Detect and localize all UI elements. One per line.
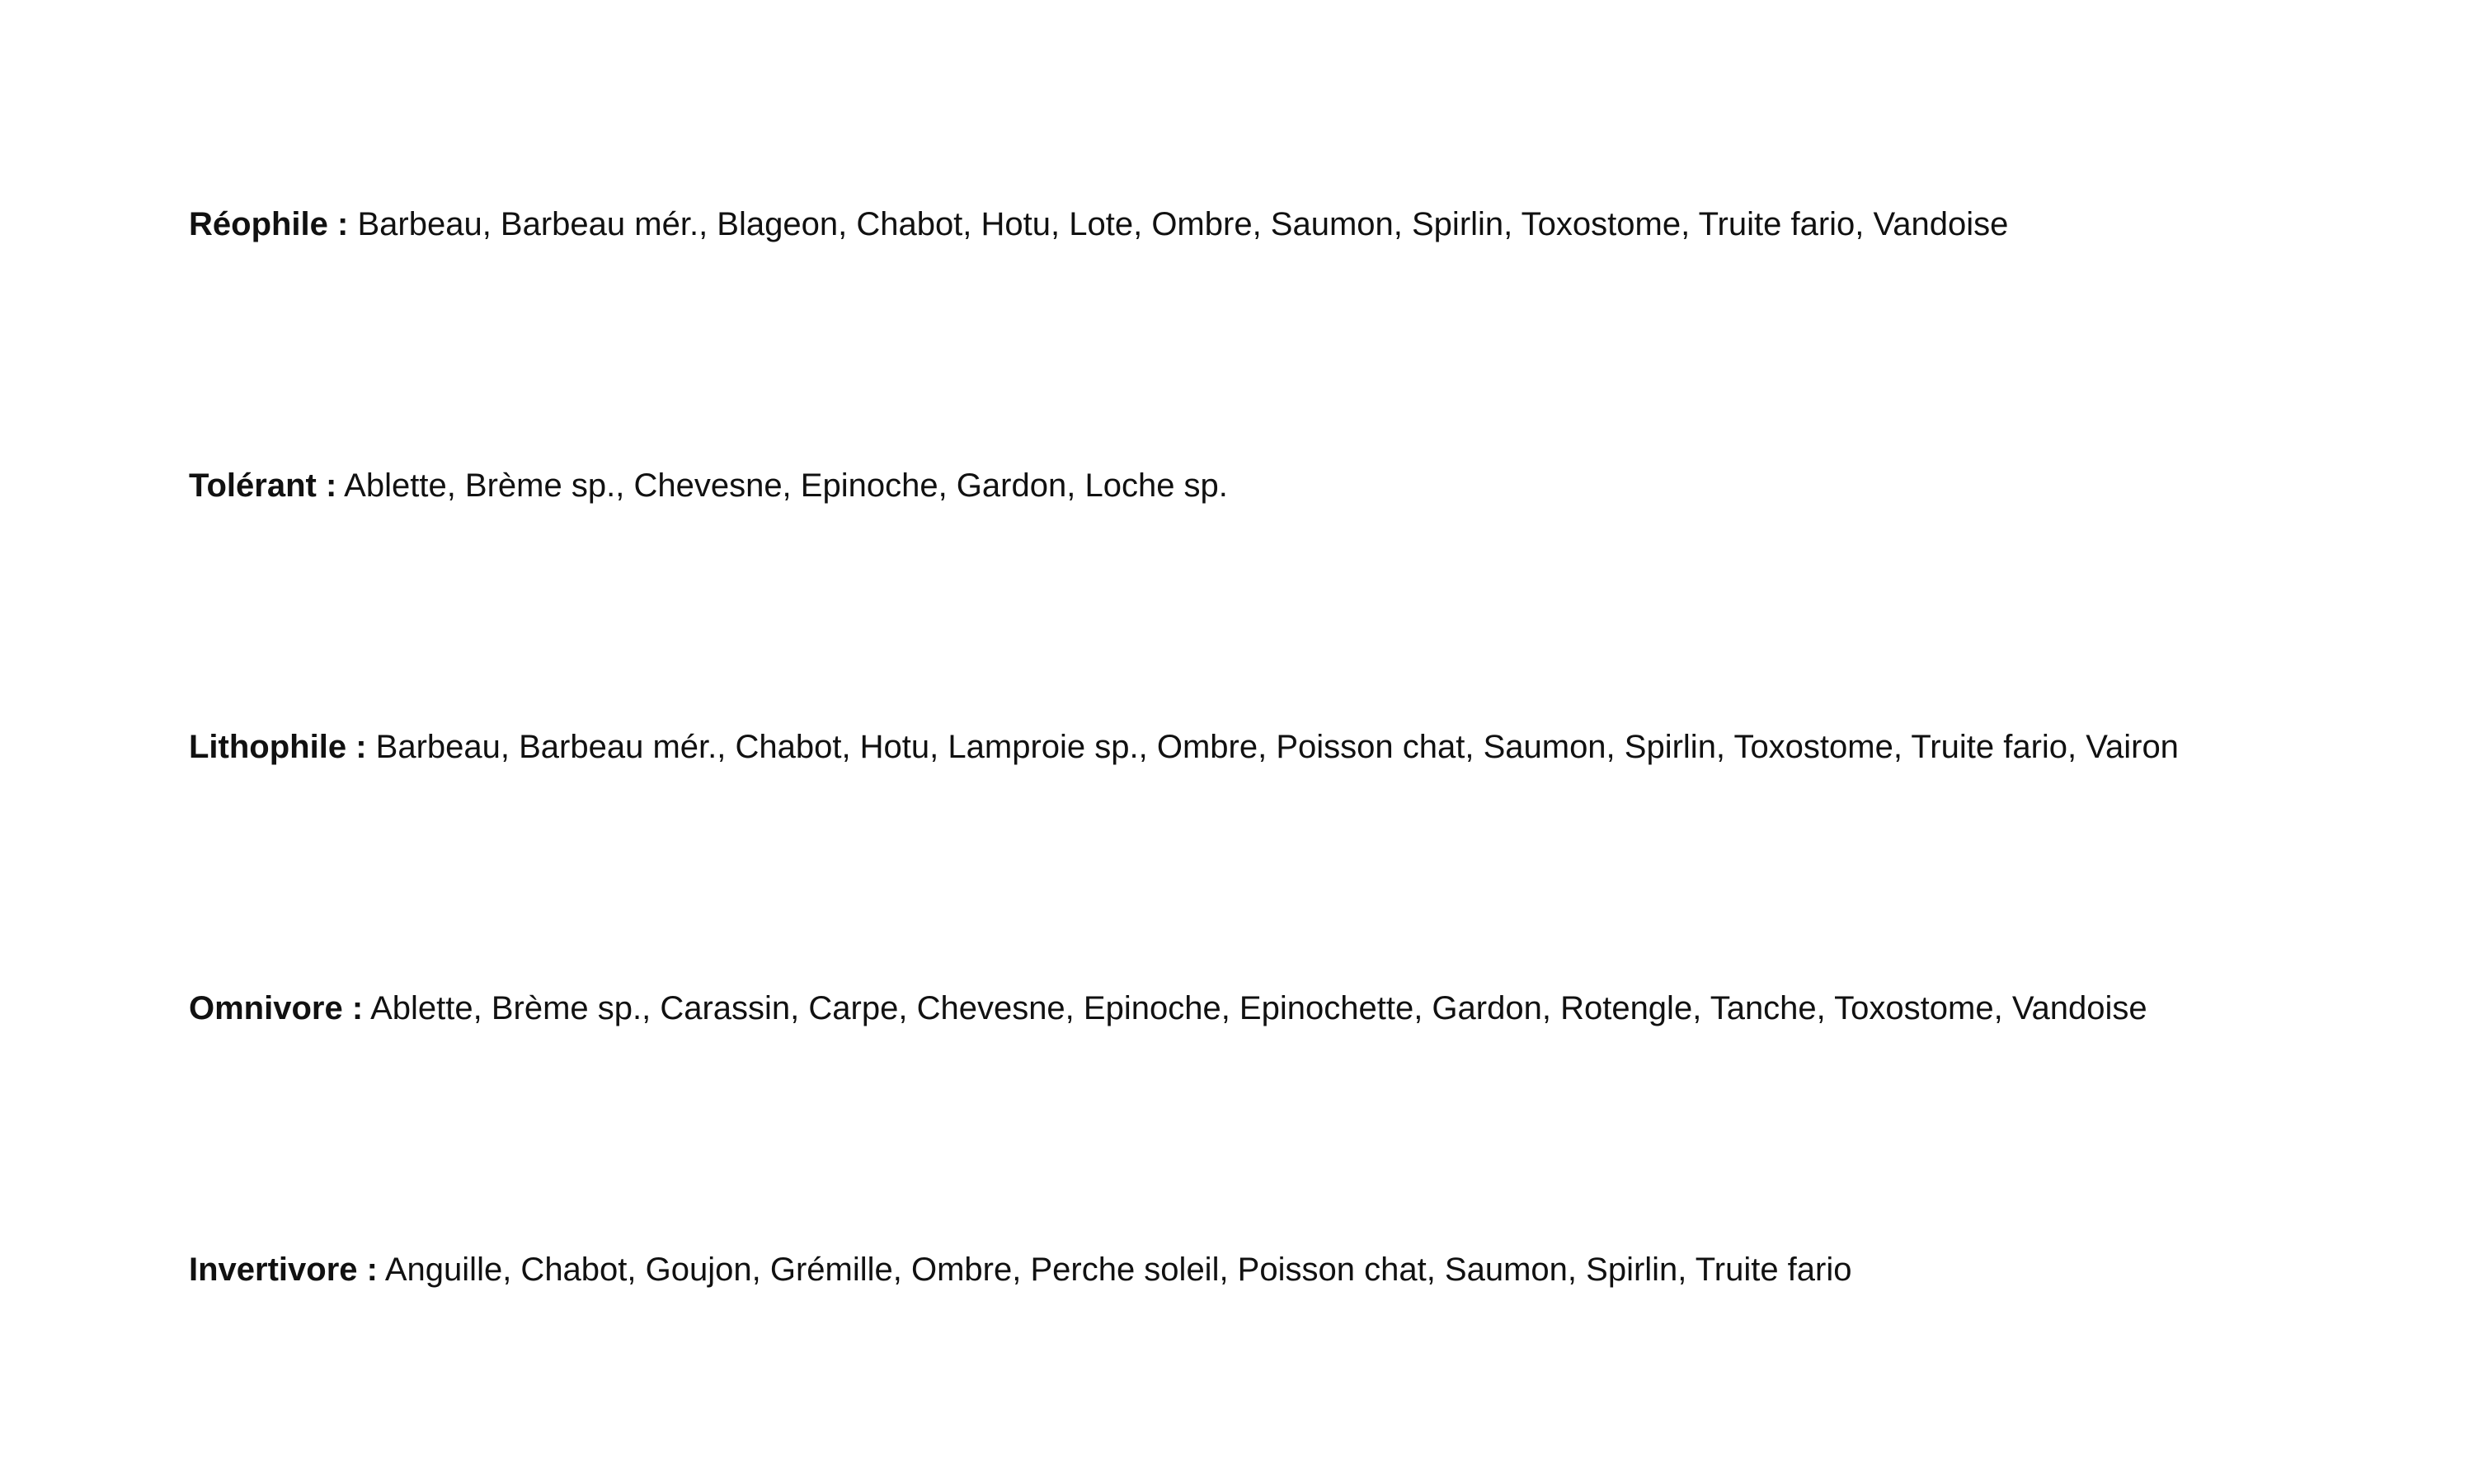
species-list: Ablette, Brème sp., Chevesne, Epinoche, Gardon, Loche sp.	[344, 467, 1228, 504]
category-label: Omnivore	[189, 990, 343, 1026]
category-label: Lithophile	[189, 729, 347, 765]
category-label: Invertivore	[189, 1252, 358, 1288]
species-list: Barbeau, Barbeau mér., Chabot, Hotu, Lamproie sp., Ombre, Poisson chat, Saumon, Spirlin, Toxostome, Truite fario, Vairon	[375, 729, 2179, 765]
category-omnivore	[189, 989, 2147, 1028]
category-tolerant	[189, 466, 1228, 505]
category-separator: :	[316, 467, 337, 504]
category-separator: :	[346, 729, 367, 765]
species-list: Barbeau, Barbeau mér., Blageon, Chabot, Hotu, Lote, Ombre, Saumon, Spirlin, Toxostome, Truite fario, Vandoise	[357, 206, 2009, 242]
category-separator: :	[342, 990, 364, 1026]
species-list: Ablette, Brème sp., Carassin, Carpe, Chevesne, Epinoche, Epinochette, Gardon, Rotengle, Tanche, Toxostome, Vandoise	[370, 990, 2147, 1026]
category-label: Tolérant	[189, 467, 317, 504]
species-list: Anguille, Chabot, Goujon, Grémille, Ombre, Perche soleil, Poisson chat, Saumon, Spirlin, Truite fario	[384, 1252, 1852, 1288]
category-invertivore	[189, 1250, 1852, 1289]
category-lithophile	[189, 727, 2179, 767]
category-separator: :	[327, 206, 349, 242]
category-reophile	[189, 204, 2008, 244]
category-label: Réophile	[189, 206, 328, 242]
category-separator: :	[357, 1252, 378, 1288]
